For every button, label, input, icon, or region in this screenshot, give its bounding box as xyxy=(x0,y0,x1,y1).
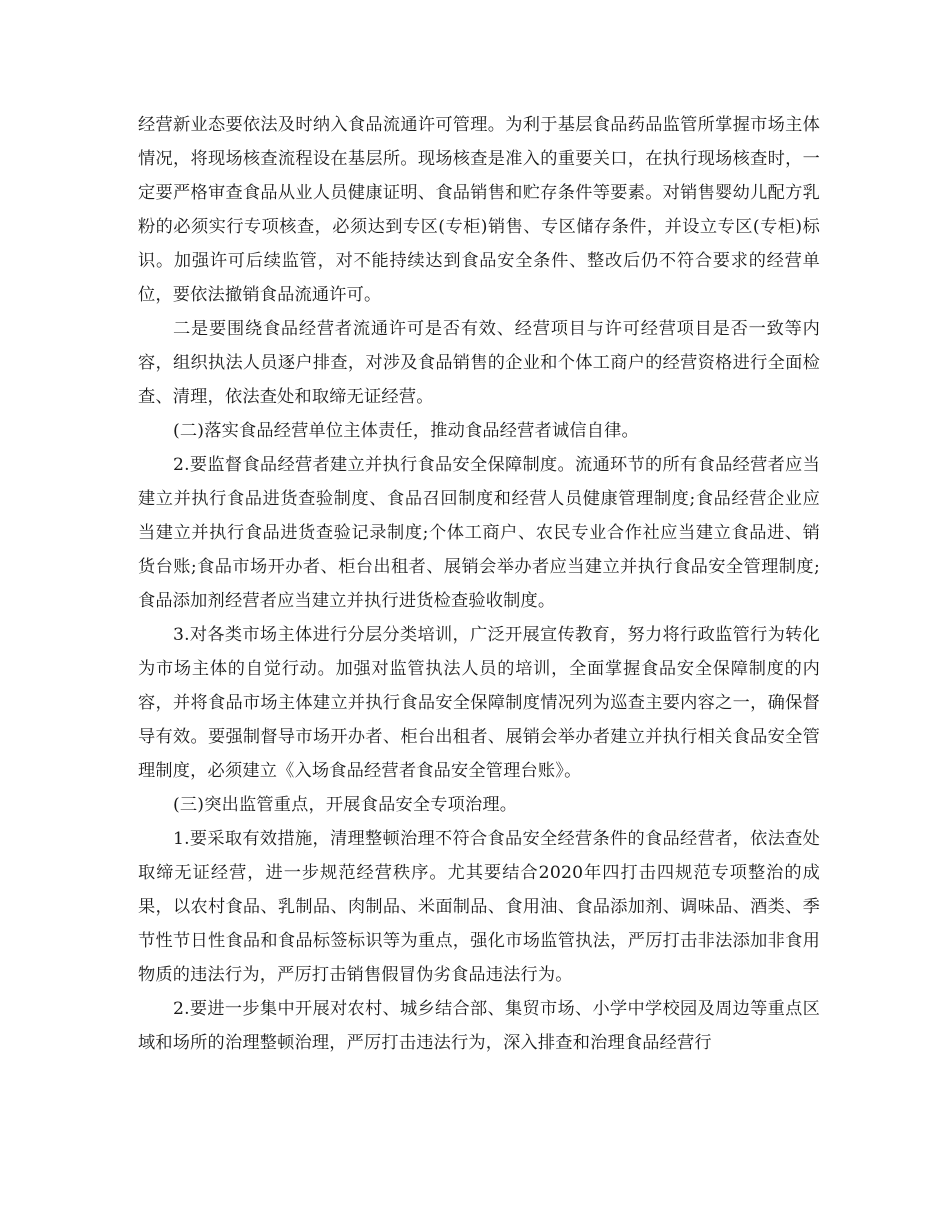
paragraph-item-1: 1.要采取有效措施，清理整顿治理不符合食品安全经营条件的食品经营者，依法查处取缔无证经营，进一步规范经营秩序。尤其要结合2020年四打击四规范专项整治的成果，以农村食品、乳制品、肉制品、米面制品、食用油、食品添加剂、调味品、酒类、季节性节日性食品和食品标签标识等为重点，强化市场监管执法，严厉打击非法添加非食用物质的违法行为，严厉打击销售假冒伪劣食品违法行为。 xyxy=(138,829,820,985)
paragraph-item-2-b: 2.要进一步集中开展对农村、城乡结合部、集贸市场、小学中学校园及周边等重点区域和场所的治理整顿治理，严厉打击违法行为，深入排查和治理食品经营行 xyxy=(138,999,820,1053)
section-heading-2: (二)落实食品经营单位主体责任，推动食品经营者诚信自律。 xyxy=(173,421,639,441)
paragraph-1: 经营新业态要依法及时纳入食品流通许可管理。为利于基层食品药品监管所掌握市场主体情况，将现场核查流程设在基层所。现场核查是准入的重要关口，在执行现场核查时，一定要严格审查食品从业人员健康证明、食品销售和贮存条件等要素。对销售婴幼儿配方乳粉的必须实行专项核查，必须达到专区(专柜)销售、专区储存条件，并设立专区(专柜)标识。加强许可后续监管，对不能持续达到食品安全条件、整改后仍不符合要求的经营单位，要依法撤销食品流通许可。 xyxy=(138,115,820,305)
section-heading-3: (三)突出监管重点，开展食品安全专项治理。 xyxy=(173,795,518,815)
paragraph-2: 二是要围绕食品经营者流通许可是否有效、经营项目与许可经营项目是否一致等内容，组织执法人员逐户排查，对涉及食品销售的企业和个体工商户的经营资格进行全面检查、清理，依法查处和取缔无证经营。 xyxy=(138,319,820,407)
paragraph-item-3: 3.对各类市场主体进行分层分类培训，广泛开展宣传教育，努力将行政监管行为转化为市场主体的自觉行动。加强对监管执法人员的培训，全面掌握食品安全保障制度的内容，并将食品市场主体建立并执行食品安全保障制度情况列为巡查主要内容之一，确保督导有效。要强制督导市场开办者、柜台出租者、展销会举办者建立并执行相关食品安全管理制度，必须建立《入场食品经营者食品安全管理台账》。 xyxy=(138,625,820,781)
paragraph-item-2: 2.要监督食品经营者建立并执行食品安全保障制度。流通环节的所有食品经营者应当建立并执行食品进货查验制度、食品召回制度和经营人员健康管理制度;食品经营企业应当建立并执行食品进货查验记录制度;个体工商户、农民专业合作社应当建立食品进、销货台账;食品市场开办者、柜台出租者、展销会举办者应当建立并执行食品安全管理制度;食品添加剂经营者应当建立并执行进货检查验收制度。 xyxy=(138,455,820,611)
